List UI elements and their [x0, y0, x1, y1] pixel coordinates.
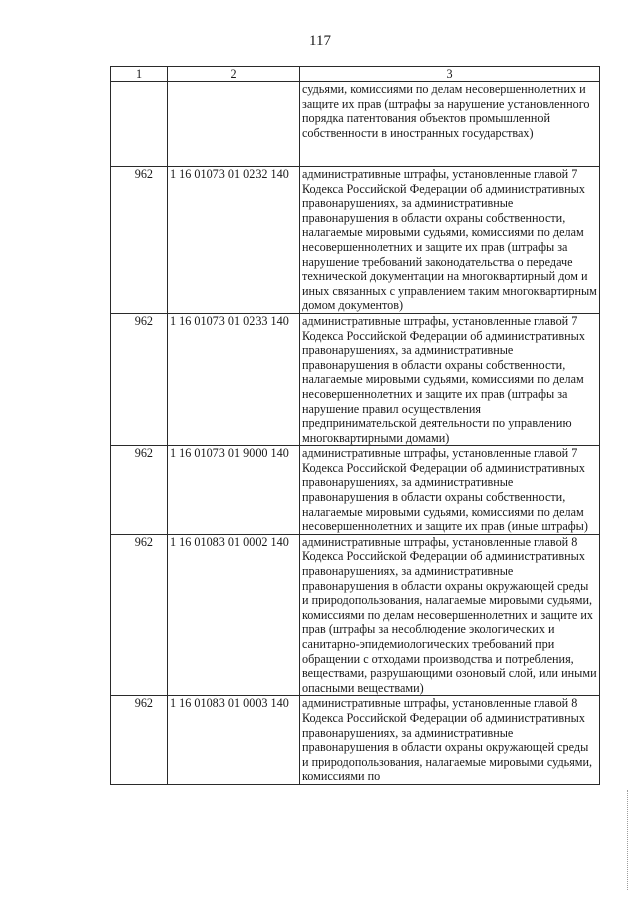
column-header-1: 1 [111, 67, 168, 82]
budget-code-cell: 1 16 01073 01 9000 140 [168, 446, 300, 535]
column-header-3: 3 [300, 67, 600, 82]
table-row [111, 534, 600, 696]
table-row [111, 313, 600, 445]
budget-code-cell: 1 16 01073 01 0233 140 [168, 313, 300, 445]
table-row [111, 167, 600, 314]
budget-code-cell: 1 16 01073 01 0232 140 [168, 167, 300, 314]
admin-code-cell: 962 [111, 313, 168, 445]
table-row [111, 446, 600, 535]
table-row-continuation [111, 82, 600, 167]
admin-code-cell: 962 [111, 696, 168, 785]
admin-code-cell: 962 [111, 167, 168, 314]
admin-code-cell: 962 [111, 446, 168, 535]
description-cell: административные штрафы, установленные главой 7 Кодекса Российской Федерации об административных правонарушениях, за административные правонарушения в области охраны собственности, налагаемые мировыми судьями, комиссиями по делам несовершеннолетних и защите их прав (штрафы за нарушение правил осуществления предпринимательской деятельности по управлению многоквартирными домами) [300, 313, 600, 445]
column-header-2: 2 [168, 67, 300, 82]
page-number: 117 [309, 33, 331, 49]
budget-classification-table [110, 66, 600, 785]
admin-code-cell: 962 [111, 534, 168, 696]
budget-code-cell: 1 16 01083 01 0002 140 [168, 534, 300, 696]
empty-cell [168, 82, 300, 167]
description-cell: административные штрафы, установленные главой 8 Кодекса Российской Федерации об административных правонарушениях, за административные правонарушения в области охраны окружающей среды и природопользования, налагаемые мировыми судьями, комиссиями по [300, 696, 600, 785]
table-row [111, 696, 600, 785]
continuation-description: судьями, комиссиями по делам несовершеннолетних и защите их прав (штрафы за нарушение установленного порядка патентования объектов промышленной собственности в иностранных государствах) [300, 82, 600, 167]
scan-edge-marks [627, 790, 634, 890]
table-header-row [111, 67, 600, 82]
description-cell: административные штрафы, установленные главой 8 Кодекса Российской Федерации об административных правонарушениях, за административные правонарушения в области охраны окружающей среды и природопользования, налагаемые мировыми судьями, комиссиями по делам несовершеннолетних и защите их прав (штрафы за несоблюдение экологических и санитарно-эпидемиологических требований при обращении с отходами производства и потребления, веществами, разрушающими озоновый слой, или иными опасными веществами) [300, 534, 600, 696]
budget-code-cell: 1 16 01083 01 0003 140 [168, 696, 300, 785]
description-cell: административные штрафы, установленные главой 7 Кодекса Российской Федерации об административных правонарушениях, за административные правонарушения в области охраны собственности, налагаемые мировыми судьями, комиссиями по делам несовершеннолетних и защите их прав (штрафы за нарушение требований законодательства о передаче технической документации на многоквартирный дом и иных связанных с управлением таким многоквартирным домом документов) [300, 167, 600, 314]
description-cell: административные штрафы, установленные главой 7 Кодекса Российской Федерации об административных правонарушениях, за административные правонарушения в области охраны собственности, налагаемые мировыми судьями, комиссиями по делам несовершеннолетних и защите их прав (иные штрафы) [300, 446, 600, 535]
empty-cell [111, 82, 168, 167]
